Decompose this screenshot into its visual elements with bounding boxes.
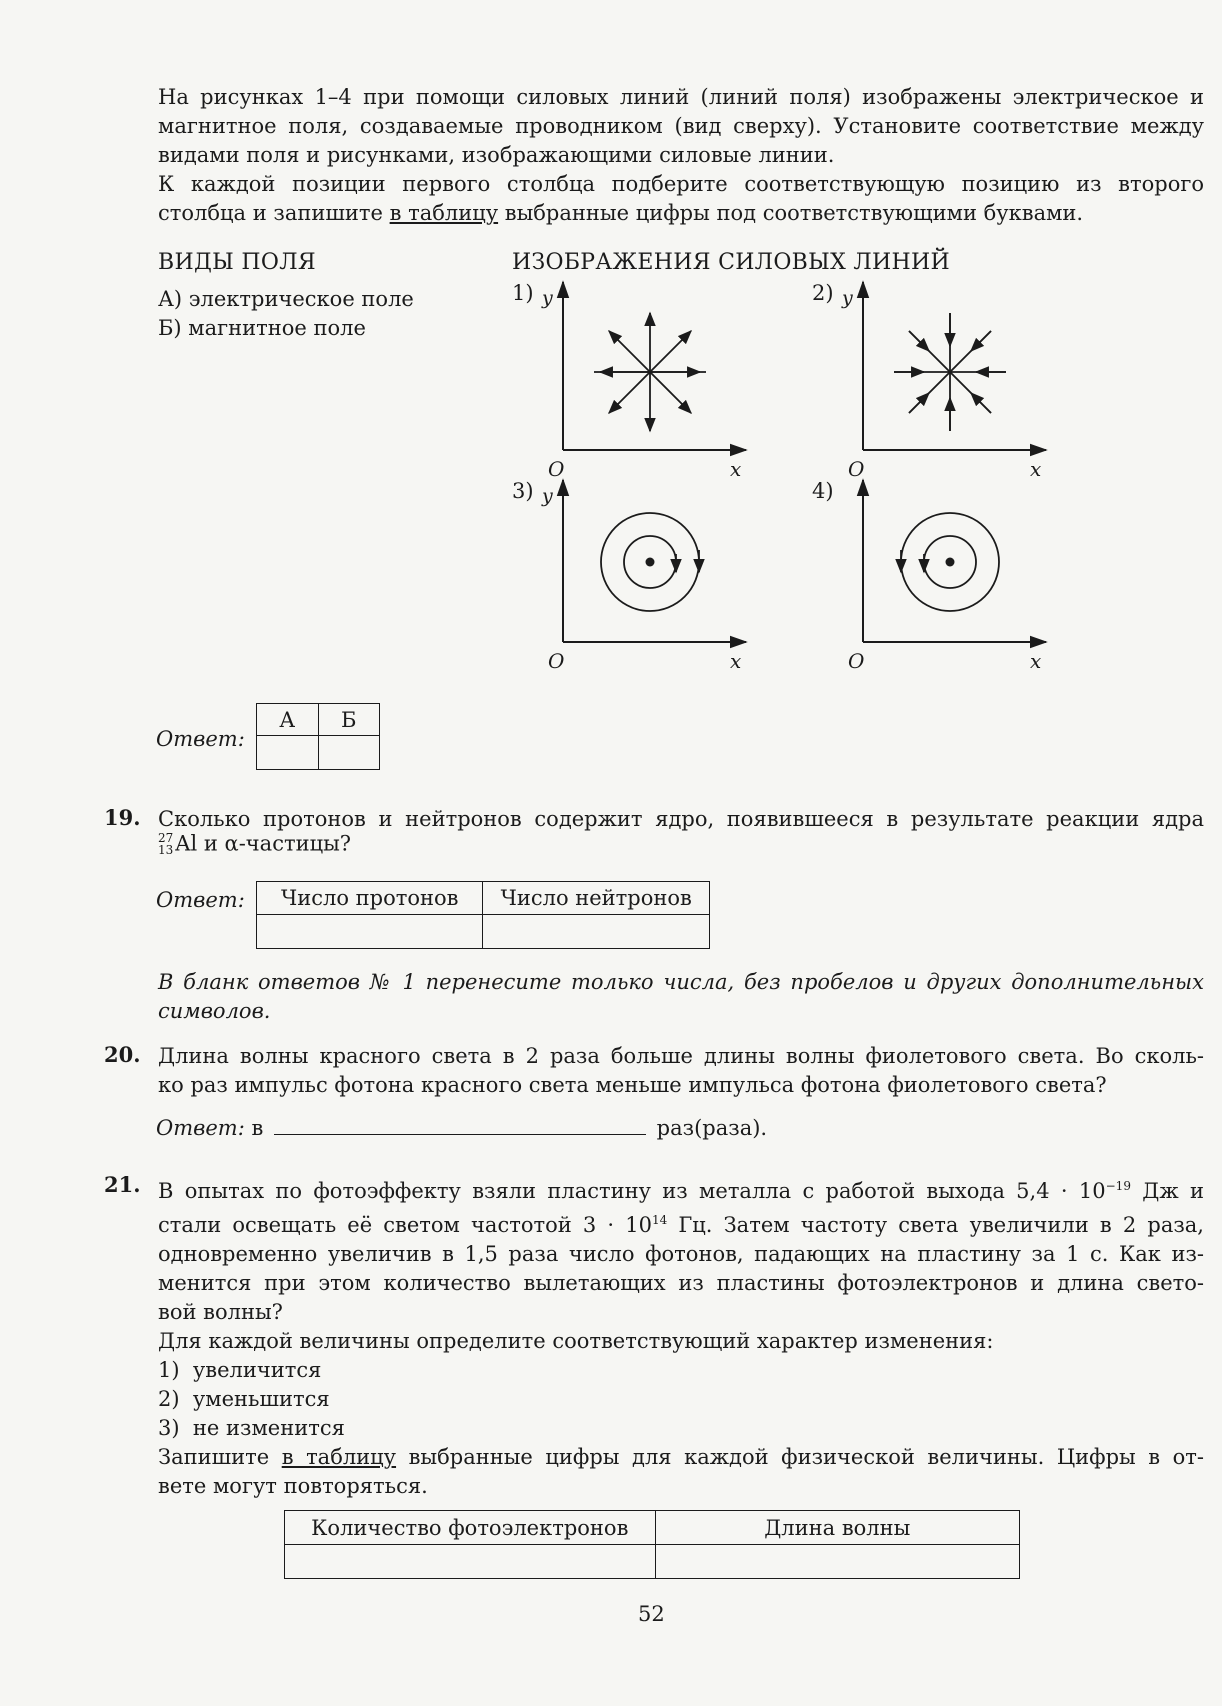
q21-header-photoelectrons: Количество фотоэлектронов — [285, 1511, 656, 1545]
figure-4-x-label: x — [1030, 649, 1042, 673]
isotope-symbol: Al — [175, 831, 198, 856]
figure-3-conductor — [646, 558, 655, 567]
figure-2 — [812, 281, 1046, 481]
q19-note-line-2: символов. — [158, 999, 271, 1023]
figure-4-origin: O — [848, 649, 865, 673]
q21-answer-photoelectrons[interactable] — [285, 1545, 656, 1579]
task-line-1: К каждой позиции первого столбца подберите соответствующую позицию из второго — [158, 172, 1204, 196]
q18-header-b: Б — [318, 704, 380, 736]
figure-1-x-label: x — [730, 457, 742, 481]
isotope-mass-number: 27 — [158, 831, 174, 845]
left-column-header: ВИДЫ ПОЛЯ — [158, 250, 316, 275]
figure-2-x-label: x — [1030, 457, 1042, 481]
intro-paragraph — [158, 83, 1204, 228]
intro-line-1: На рисунках 1–4 при помощи силовых линий (линий поля) изображены электрическое и — [158, 85, 1204, 109]
isotope-charge-number: 13 — [158, 843, 174, 857]
q19-answer-table — [256, 881, 710, 949]
underlined-table-phrase: в таблицу — [389, 201, 499, 225]
q21-option-3: 3) не изменится — [158, 1416, 345, 1440]
q21-answer-wavelength[interactable] — [655, 1545, 1019, 1579]
q21-text — [158, 1172, 1204, 1501]
q19-answer-neutrons[interactable] — [483, 915, 710, 949]
q19-header-neutrons: Число нейтронов — [483, 882, 710, 915]
figure-3-y-label: y — [542, 485, 553, 507]
figure-2-origin: O — [848, 457, 865, 481]
q21-option-2: 2) уменьшится — [158, 1387, 330, 1411]
q20-answer-prefix: в — [251, 1116, 264, 1140]
right-column-header: ИЗОБРАЖЕНИЯ СИЛОВЫХ ЛИНИЙ — [512, 250, 950, 275]
q20-answer-suffix: раз(раза). — [656, 1116, 768, 1140]
q19-line-2-rest: и α-частицы? — [197, 831, 352, 856]
intro-line-3: видами поля и рисунками, изображающими силовые линии. — [158, 143, 835, 167]
q20-answer — [156, 1114, 767, 1140]
q21-answer-table — [284, 1510, 1020, 1579]
q20-number: 20. — [104, 1042, 141, 1067]
field-line-arrow-downleft — [609, 372, 650, 413]
field-line-arrow-upright — [650, 331, 691, 372]
task-line-2: столбца и запишите в таблицу выбранные цифры под соответствующими буквами. — [158, 201, 1084, 225]
q21-write-line-2: вете могут повторяться. — [158, 1474, 428, 1498]
figure-3 — [512, 479, 746, 673]
figure-2-y-label: y — [842, 287, 853, 309]
q19-note-line-1: В бланк ответов № 1 перенесите только числа, без пробелов и других дополнительных — [158, 970, 1204, 994]
q18-header-a: А — [257, 704, 319, 736]
figure-1-label: 1) — [512, 281, 534, 305]
q21-header-wavelength: Длина волны — [655, 1511, 1019, 1545]
q20-text — [158, 1042, 1204, 1100]
figure-3-x-label: x — [730, 649, 742, 673]
field-lines-figures — [500, 280, 1100, 680]
figure-1-y-label: y — [542, 287, 553, 309]
q19-answer-label: Ответ: — [156, 888, 245, 912]
figure-1-radial-lines — [594, 313, 706, 431]
q19-header-protons: Число протонов — [257, 882, 483, 915]
page-number: 52 — [638, 1602, 665, 1626]
q18-answer-cell-b[interactable] — [318, 736, 380, 770]
figure-2-radial-lines — [894, 313, 1006, 431]
field-line-arrow-upleft — [609, 331, 650, 372]
q18-answer-label: Ответ: — [156, 727, 245, 751]
q21-line-5: вой волны? — [158, 1300, 283, 1324]
q19-number: 19. — [104, 805, 141, 830]
figure-1-origin: O — [548, 457, 565, 481]
q21-line-6: Для каждой величины определите соответствующий характер изменения: — [158, 1329, 994, 1353]
figure-3-origin: O — [548, 649, 565, 673]
q21-line-3: одновременно увеличив в 1,5 раза число фотонов, падающих на пластину за 1 с. Как из- — [158, 1242, 1204, 1266]
q21-number: 21. — [104, 1172, 141, 1197]
q21-option-1: 1) увеличится — [158, 1358, 322, 1382]
q18-answer-table — [256, 703, 380, 770]
q21-line-1: В опытах по фотоэффекту взяли пластину из металла с работой выхода $5,4 \cdot 10^{-19}$ Дж и — [158, 1179, 1204, 1203]
q18-answer-cell-a[interactable] — [257, 736, 319, 770]
q20-answer-field[interactable] — [274, 1114, 646, 1135]
intro-line-2: магнитное поля, создаваемые проводником (вид сверху). Установите соответствие между — [158, 114, 1204, 138]
q19-note — [158, 968, 1204, 1026]
figure-4 — [812, 479, 1046, 673]
q19-answer-protons[interactable] — [257, 915, 483, 949]
figure-4-conductor — [946, 558, 955, 567]
q21-write-line-1: Запишите в таблицу выбранные цифры для каждой физической величины. Цифры в от- — [158, 1445, 1204, 1469]
q19-line-1: Сколько протонов и нейтронов содержит ядро, появившееся в результате реакции ядра — [158, 807, 1204, 831]
q21-line-4: менится при этом количество вылетающих из пластины фотоэлектронов и длина свето- — [158, 1271, 1204, 1295]
q20-line-2: ко раз импульс фотона красного света меньше импульса фотона фиолетового света? — [158, 1073, 1107, 1097]
q21-line-2: стали освещать её светом частотой $3 \cdot 10^{14}$ Гц. Затем частоту света увеличили в 2 раза, — [158, 1213, 1204, 1237]
q20-answer-label: Ответ: — [156, 1116, 245, 1140]
figure-2-label: 2) — [812, 281, 834, 305]
field-line-arrow-downright — [650, 372, 691, 413]
figure-1 — [512, 281, 746, 481]
q20-line-1: Длина волны красного света в 2 раза больше длины волны фиолетового света. Во сколь- — [158, 1044, 1204, 1068]
figure-4-label: 4) — [812, 479, 834, 503]
figure-3-label: 3) — [512, 479, 534, 503]
q19-text — [158, 805, 1204, 834]
field-item-a: А) электрическое поле — [158, 287, 414, 311]
field-item-b: Б) магнитное поле — [158, 316, 366, 340]
q19-isotope — [158, 832, 351, 856]
